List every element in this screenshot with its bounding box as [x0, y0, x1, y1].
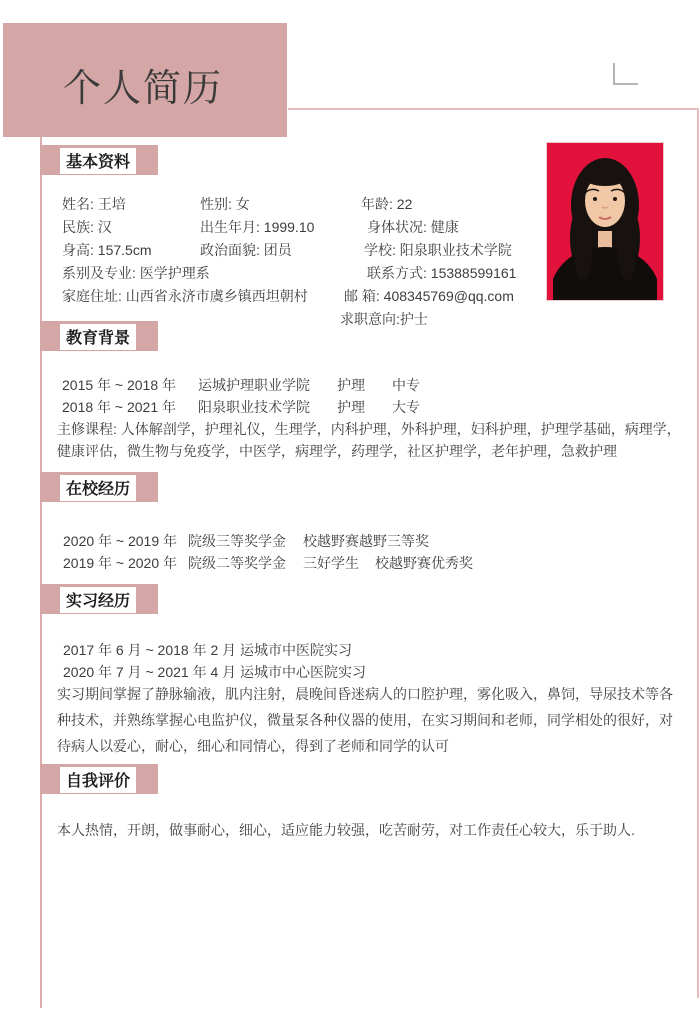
edu-degree: 中专 [392, 377, 420, 393]
edu-school: 阳泉职业技术学院 [198, 399, 310, 415]
internship-place: 运城市中心医院实习 [240, 664, 366, 680]
internship-description-line: 待病人以爱心，耐心，细心和同情心，得到了老师和同学的认可 [57, 738, 449, 754]
internship-place: 运城市中医院实习 [240, 642, 352, 658]
field-department: 系别及专业: 医学护理系 [62, 265, 210, 281]
award-period: 2020 年 ~ 2019 年 [63, 533, 178, 549]
edu-courses-line: 主修课程: 人体解剖学，护理礼仪，生理学，内科护理，外科护理，妇科护理，护理学基础，病理学， [57, 421, 681, 437]
section-title-self-eval: 自我评价 [60, 767, 136, 793]
award-item: 三好学生 [303, 555, 359, 571]
award-item: 校越野赛越野三等奖 [303, 533, 429, 549]
award-item: 院级二等奖学金 [188, 555, 286, 571]
id-photo [546, 142, 664, 301]
left-vertical-rule [40, 137, 42, 1008]
field-phone: 联系方式: 15388599161 [367, 265, 517, 281]
section-title-education: 教育背景 [60, 324, 136, 350]
section-bar-school-exp [40, 472, 158, 502]
edu-degree: 大专 [392, 399, 420, 415]
field-political: 政治面貌: 团员 [200, 242, 292, 258]
right-vertical-rule [697, 108, 699, 998]
internship-description-line: 种技术，并熟练掌握心电监护仪，微量泵各种仪器的使用，在实习期间和老师，同学相处的很好，对 [57, 712, 673, 728]
section-bar-basic [40, 145, 158, 175]
edu-major: 护理 [337, 377, 365, 393]
edu-major: 护理 [337, 399, 365, 415]
edu-courses-line: 健康评估，微生物与免疫学，中医学，病理学，药理学，社区护理学，老年护理，急救护理 [57, 443, 617, 459]
award-item: 校越野赛优秀奖 [375, 555, 473, 571]
field-address: 家庭住址: 山西省永济市虞乡镇西坦朝村 [62, 288, 308, 304]
section-bar-internship [40, 584, 158, 614]
field-birth: 出生年月: 1999.10 [200, 219, 315, 235]
internship-period: 2017 年 6 月 ~ 2018 年 2 月 [63, 642, 237, 658]
corner-bracket-icon [613, 63, 638, 85]
award-period: 2019 年 ~ 2020 年 [63, 555, 178, 571]
section-title-school-exp: 在校经历 [60, 475, 136, 501]
field-health: 身体状况: 健康 [367, 219, 459, 235]
field-name: 姓名: 王培 [62, 196, 126, 212]
page-title: 个人简历 [63, 68, 224, 110]
internship-period: 2020 年 7 月 ~ 2021 年 4 月 [63, 664, 237, 680]
field-age: 年龄: 22 [361, 196, 413, 212]
field-objective: 求职意向:护士 [340, 311, 428, 327]
section-bar-education [40, 321, 158, 351]
section-bar-self-eval [40, 764, 158, 794]
award-item: 院级三等奖学金 [188, 533, 286, 549]
edu-period: 2015 年 ~ 2018 年 [62, 377, 177, 393]
self-eval-text: 本人热情，开朗，做事耐心，细心，适应能力较强，吃苦耐劳，对工作责任心较大，乐于助人. [57, 822, 635, 838]
internship-description-line: 实习期间掌握了静脉输液，肌内注射，晨晚间昏迷病人的口腔护理，雾化吸入，鼻饲，导尿技术等各 [57, 686, 673, 702]
field-ethnicity: 民族: 汉 [62, 219, 112, 235]
edu-period: 2018 年 ~ 2021 年 [62, 399, 177, 415]
field-gender: 性别: 女 [200, 196, 250, 212]
top-horizontal-rule [288, 108, 697, 110]
edu-school: 运城护理职业学院 [198, 377, 310, 393]
field-height: 身高: 157.5cm [62, 242, 152, 258]
section-title-internship: 实习经历 [60, 587, 136, 613]
field-school: 学校: 阳泉职业技术学院 [364, 242, 512, 258]
title-banner [3, 23, 287, 137]
section-title-basic: 基本资料 [60, 148, 136, 174]
field-email: 邮 箱: 408345769@qq.com [344, 288, 514, 304]
